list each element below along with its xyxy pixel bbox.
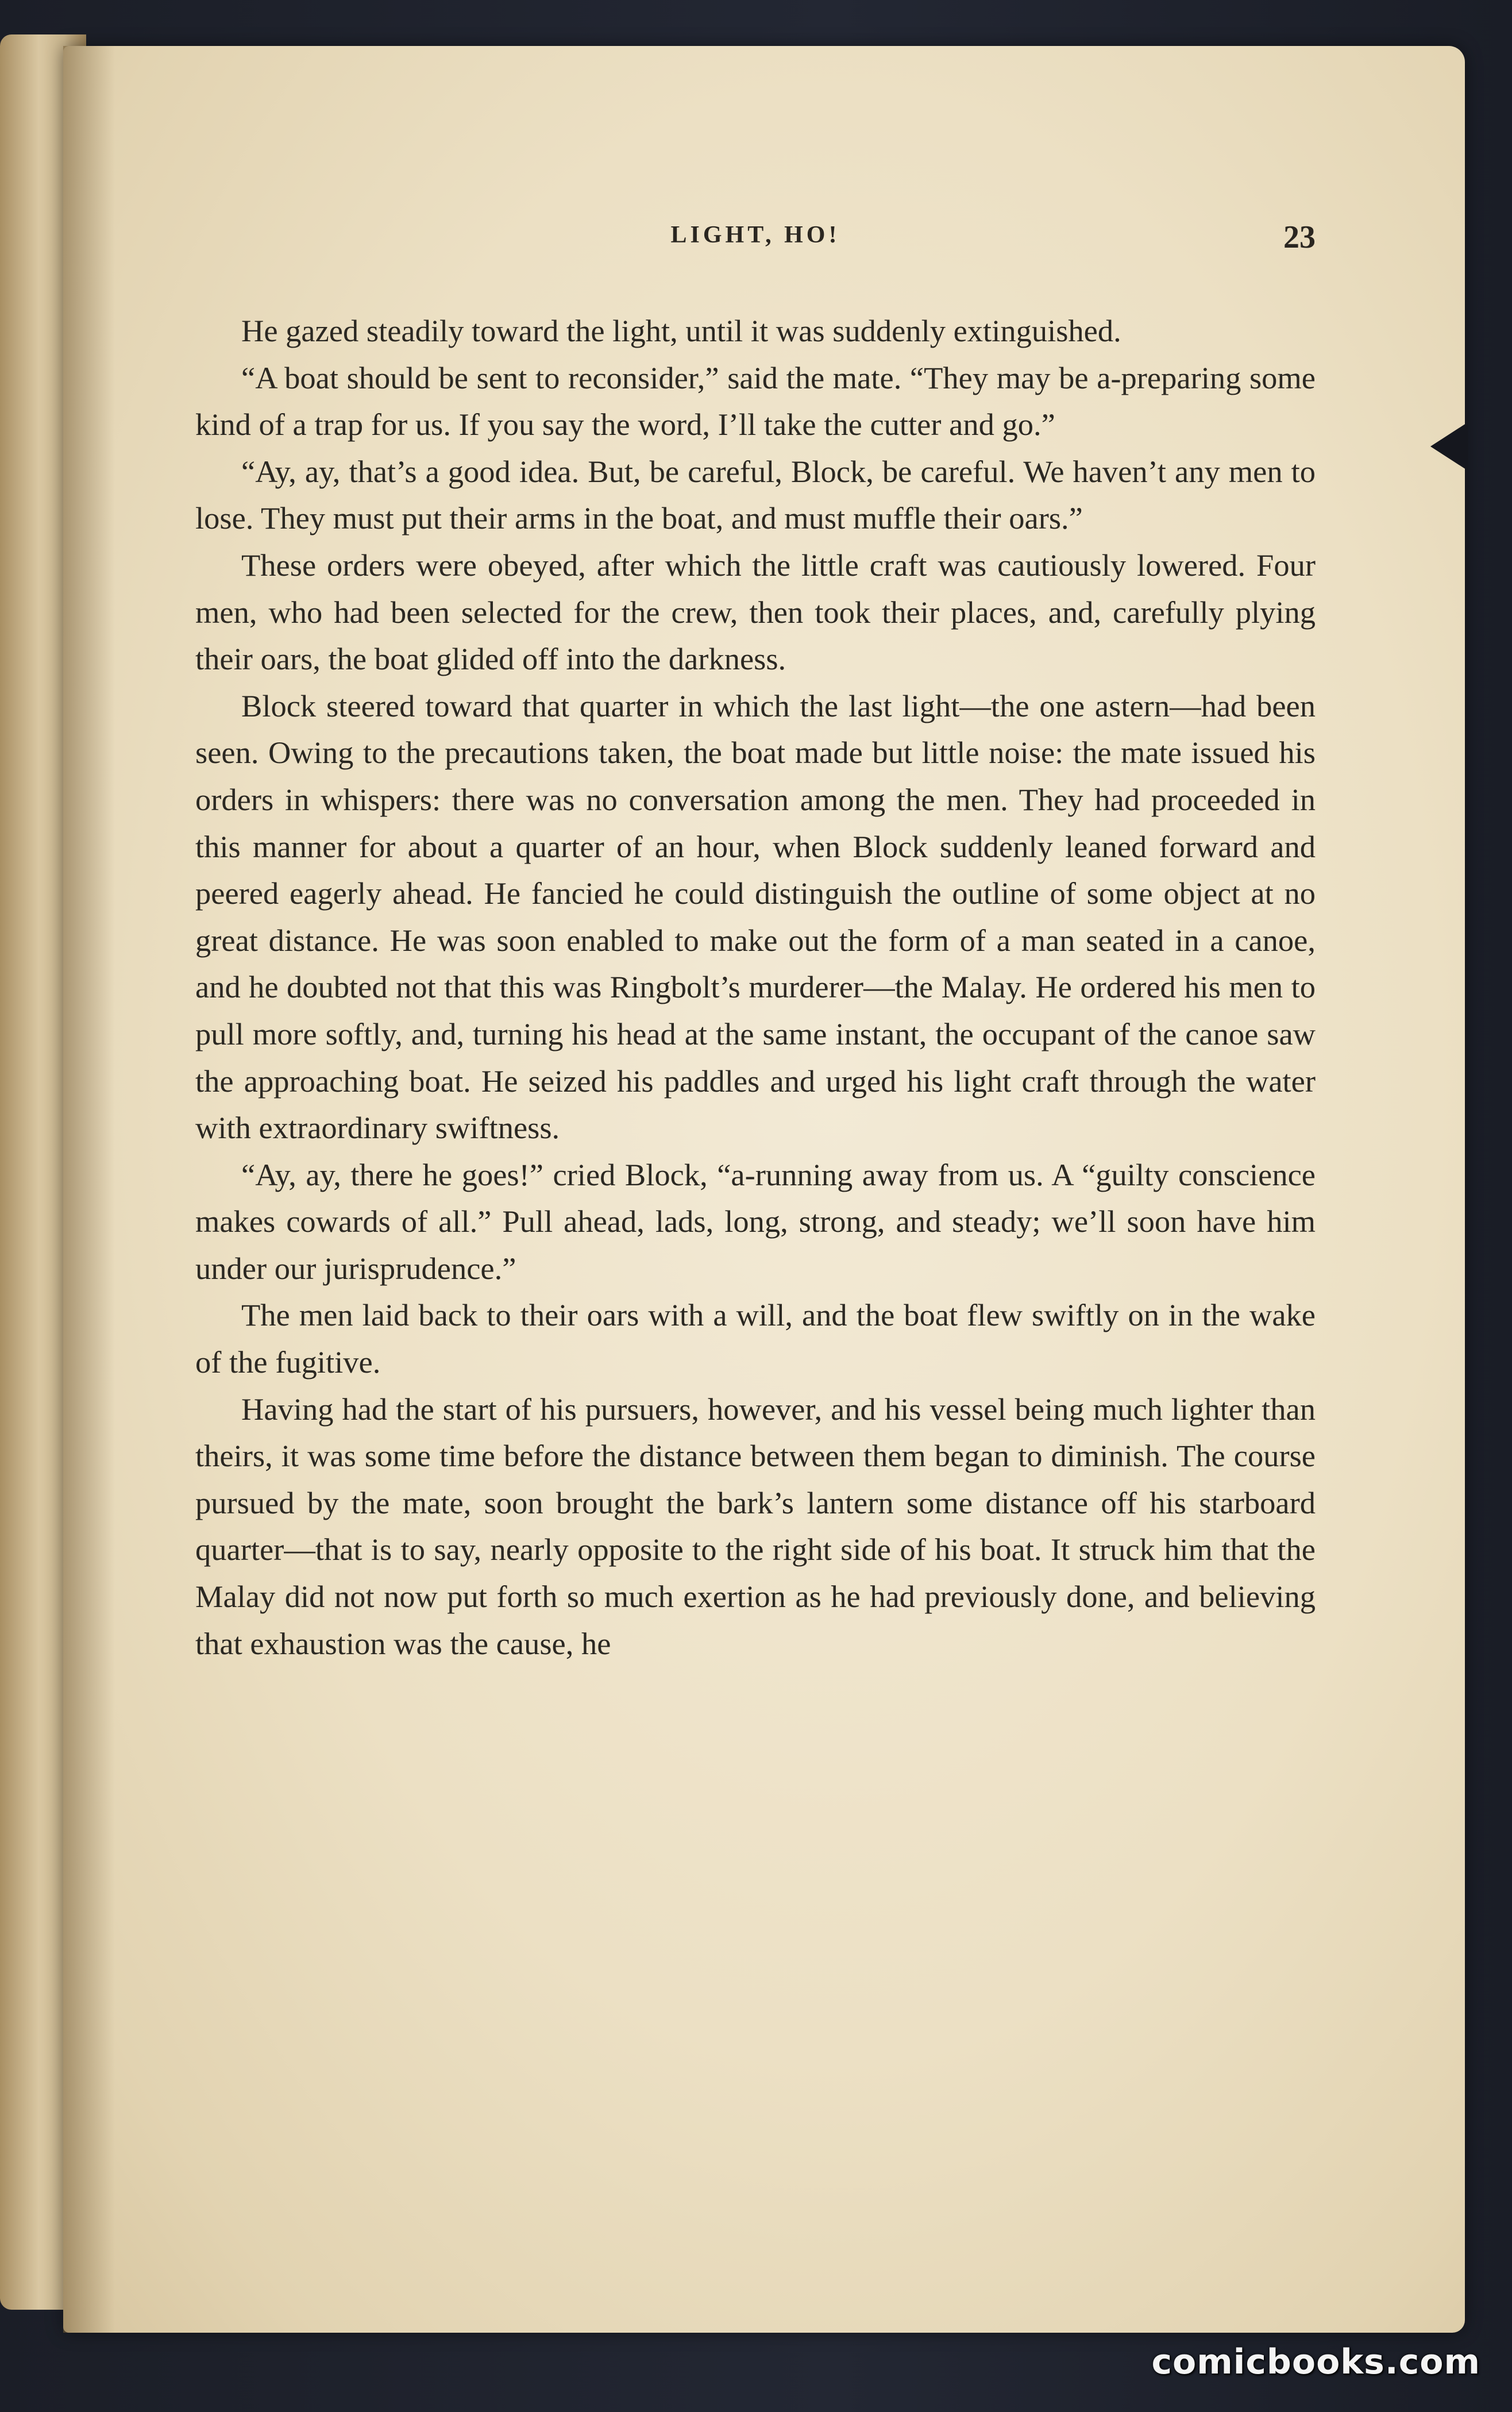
page-number: 23 [1283, 219, 1316, 255]
paragraph: “Ay, ay, that’s a good idea. But, be careful, Block, be careful. We haven’t any men to lose. They must put their arms in the boat, and must muffle their oars.” [195, 453, 1316, 536]
page-edge-notch [1430, 422, 1468, 471]
paragraph: The men laid back to their oars with a will, and the boat flew swiftly on in the wake of the fugitive. [195, 1297, 1316, 1380]
paragraph: “Ay, ay, there he goes!” cried Block, “a-running away from us. A “guilty conscience makes cowards of all.” Pull ahead, lads, long, strong, and steady; we’ll soon have him under our jurisprudence.” [195, 1157, 1316, 1286]
site-watermark: comicbooks.com [1151, 2342, 1480, 2382]
paragraph: These orders were obeyed, after which the little craft was cautiously lowered. Four men, who had been selected for the crew, then took their places, and, carefully plying their oars, the boat glided off into the darkness. [195, 547, 1316, 677]
paragraph: Block steered toward that quarter in which the last light—the one astern—had been seen. Owing to the precautions taken, the boat made but little noise: the mate issued his orders in whispers: there was no conversation among the men. They had proceeded in this manner for about a quarter of an hour, when Block suddenly leaned forward and peered eagerly ahead. He fancied he could distinguish the outline of some object at no great distance. He was soon enabled to make out the form of a man seated in a canoe, and he doubted not that this was Ringbolt’s murderer—the Malay. He ordered his men to pull more softly, and, turning his head at the same instant, the occupant of the canoe saw the approaching boat. He seized his paddles and urged his light craft through the water with extraordinary swiftness. [195, 688, 1316, 1146]
paragraph: “A boat should be sent to reconsider,” said the mate. “They may be a-preparing some kind of a trap for us. If you say the word, I’ll take the cutter and go.” [195, 360, 1316, 442]
page-header [195, 221, 1316, 261]
paragraph: Having had the start of his pursuers, however, and his vessel being much lighter than theirs, it was some time before the distance between them began to diminish. The course pursued by the mate, soon brought the bark’s lantern some distance off his starboard quarter—that is to say, nearly opposite to the right side of his boat. It struck him that the Malay did not now put forth so much exertion as he had previously done, and believing that exhaustion was the cause, he [195, 1391, 1316, 1661]
body-text [195, 307, 1316, 1667]
paragraph: He gazed steadily toward the light, until it was suddenly extinguished. [241, 313, 1121, 348]
running-head: LIGHT, HO! [670, 222, 840, 248]
gutter-shadow [63, 46, 115, 2333]
